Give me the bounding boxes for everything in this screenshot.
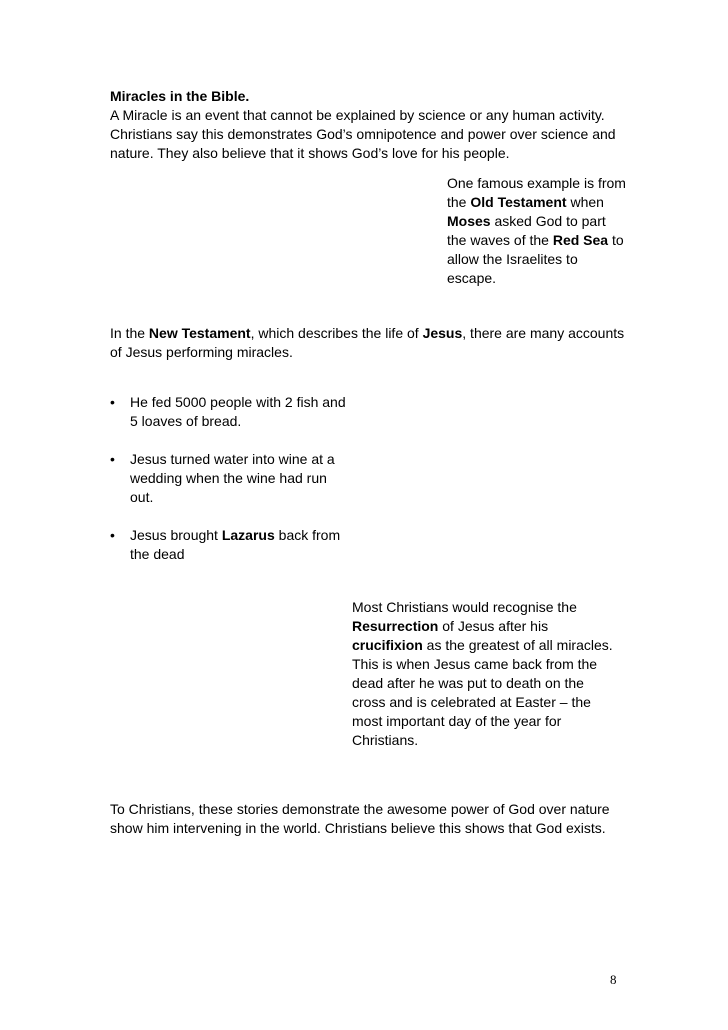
text-run: Most Christians would recognise the: [352, 599, 577, 615]
term-moses: Moses: [447, 213, 491, 229]
list-item: [110, 450, 350, 507]
miracle-list: [110, 393, 350, 583]
list-item-text: Jesus turned water into wine at a wedding when the wine had run out.: [130, 451, 335, 505]
text-run: , which describes the life of: [250, 325, 423, 341]
term-lazarus: Lazarus: [221, 527, 275, 543]
term-red-sea: Red Sea: [552, 232, 609, 248]
term-resurrection: Resurrection: [352, 618, 439, 634]
text-run: to allow the Israelites to escape.: [447, 232, 624, 286]
text-run: , there are many accounts of Jesus performing miracles.: [110, 325, 625, 360]
text-run: One famous example is from the: [447, 175, 626, 210]
text-run: Jesus brought: [130, 527, 222, 543]
list-item: [110, 393, 350, 431]
text-run: back from the dead: [130, 527, 341, 562]
bullet-icon: •: [110, 527, 115, 543]
term-jesus: Jesus: [422, 325, 463, 341]
term-new-testament: New Testament: [148, 325, 251, 341]
text-run: of Jesus after his: [438, 618, 549, 634]
page-number: 8: [610, 972, 617, 987]
section-title: Miracles in the Bible.: [110, 88, 250, 104]
intro-section: [110, 87, 630, 163]
text-run: when: [566, 194, 604, 210]
conclusion-paragraph: To Christians, these stories demonstrate the awesome power of God over nature show him intervening in the world. Christians believe this shows that God exists.: [110, 801, 610, 836]
text-run: as the greatest of all miracles. This is when Jesus came back from the dead after he was put to death on the cross and is celebrated at Easter – the most important day of the year for Christians.: [352, 637, 613, 748]
bullet-icon: •: [110, 451, 115, 467]
list-item-text: [130, 527, 340, 562]
text-run: In the: [110, 325, 149, 341]
intro-paragraph: A Miracle is an event that cannot be explained by science or any human activity. Christians say this demonstrates God’s omnipotence and power over science and nature. They also believe that it shows God’s love for his people.: [110, 107, 616, 161]
term-old-testament: Old Testament: [470, 194, 567, 210]
new-testament-paragraph: [110, 324, 630, 362]
text-run: asked God to part the waves of the: [447, 213, 606, 248]
term-crucifixion: crucifixion: [352, 637, 423, 653]
list-item-text: He fed 5000 people with 2 fish and 5 loaves of bread.: [130, 394, 346, 429]
bullet-icon: •: [110, 394, 115, 410]
old-testament-paragraph: [447, 174, 627, 288]
resurrection-paragraph: [352, 598, 620, 750]
list-item: [110, 526, 350, 564]
